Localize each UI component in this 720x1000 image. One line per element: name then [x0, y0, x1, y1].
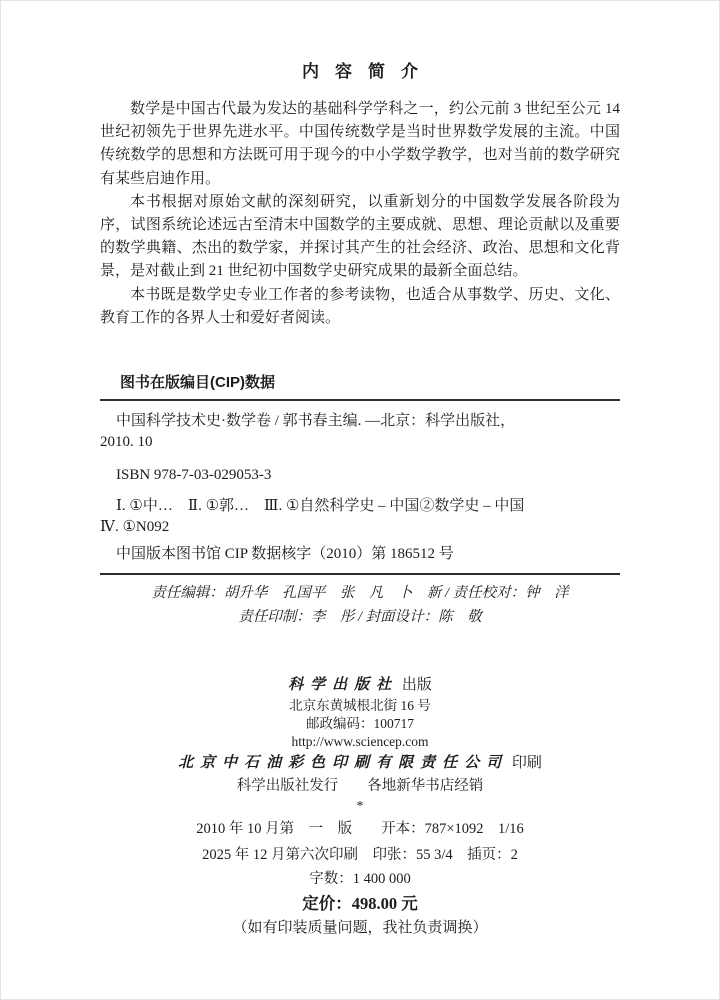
cip-classification-line-2: Ⅳ. ①N092 [100, 519, 170, 536]
divider-line-top [100, 399, 620, 401]
section-divider-star: * [356, 799, 364, 815]
page-content [100, 60, 620, 940]
staff-editors-line: 责任编辑：胡升华 孔国平 张 凡 卜 新 / 责任校对：钟 洋 [151, 585, 569, 602]
printer-suffix-label: 印刷 [511, 755, 542, 772]
wordcount-line: 字数：1 400 000 [309, 871, 411, 888]
intro-paragraph-3: 本书既是数学史专业工作者的参考读物，也适合从事数学、历史、文化、教育工作的各界人士和爱好者阅读。 [100, 286, 620, 326]
price-line: 定价：498.00 元 [302, 894, 418, 914]
printing-line: 2025 年 12 月第六次印刷 印张：55 3/4 插页：2 [202, 847, 518, 864]
distribution-line: 科学出版社发行 各地新华书店经销 [236, 778, 484, 795]
cip-record-number: 中国版本图书馆 CIP 数据核字（2010）第 186512 号 [116, 546, 454, 563]
printer-line [100, 751, 620, 775]
page-title: 内容简介 [302, 62, 434, 81]
staff-printing-design-line: 责任印制：李 彤 / 封面设计：陈 敬 [238, 609, 482, 626]
intro-paragraph-2: 本书根据对原始文献的深刻研究，以重新划分的中国数学发展各阶段为序，试图系统论述远古至清末中国数学的主要成就、思想、理论贡献以及重要的数学典籍、杰出的数学家，并探讨其产生的社会经济、政治、思想和文化背景，是对截止到 21 世纪初中国数学史研究成果的最新全面总结。 [100, 193, 620, 280]
publisher-address: 北京东黄城根北街 16 号 [289, 698, 431, 714]
quality-notice: （如有印装质量问题，我社负责调换） [232, 920, 488, 937]
printer-name-script: 北京中石油彩色印刷有限责任公司 [178, 755, 509, 772]
publisher-suffix-label: 出版 [401, 677, 432, 694]
cip-isbn: ISBN 978-7-03-029053-3 [116, 467, 272, 484]
publisher-block [100, 673, 620, 940]
edition-line: 2010 年 10 月第 一 版 开本：787×1092 1/16 [196, 821, 524, 838]
cip-date-line: 2010. 10 [100, 434, 153, 451]
cip-classification-line-1: Ⅰ. ①中… Ⅱ. ①郭… Ⅲ. ①自然科学史 – 中国②数学史 – 中国 [116, 498, 525, 515]
cip-title-line: 中国科学技术史·数学卷 / 郭书春主编. —北京：科学出版社， [116, 413, 516, 430]
intro-paragraph-1: 数学是中国古代最为发达的基础科学学科之一，约公元前 3 世纪至公元 14 世纪初领先于世界先进水平。中国传统数学是当时世界数学发展的主流。中国传统数学的思想和方法既可用于现今的中小学数学教学，也对当前的数学研究有某些启迪作用。 [100, 101, 620, 187]
cip-heading: 图书在版编目(CIP)数据 [120, 374, 275, 392]
publisher-postcode: 邮政编码：100717 [306, 716, 414, 732]
publisher-line [100, 673, 620, 697]
publisher-website: http://www.sciencep.com [291, 734, 429, 750]
publisher-name-script: 科学出版社 [288, 677, 399, 694]
divider-line-bottom [100, 573, 620, 575]
staff-block [100, 581, 620, 629]
